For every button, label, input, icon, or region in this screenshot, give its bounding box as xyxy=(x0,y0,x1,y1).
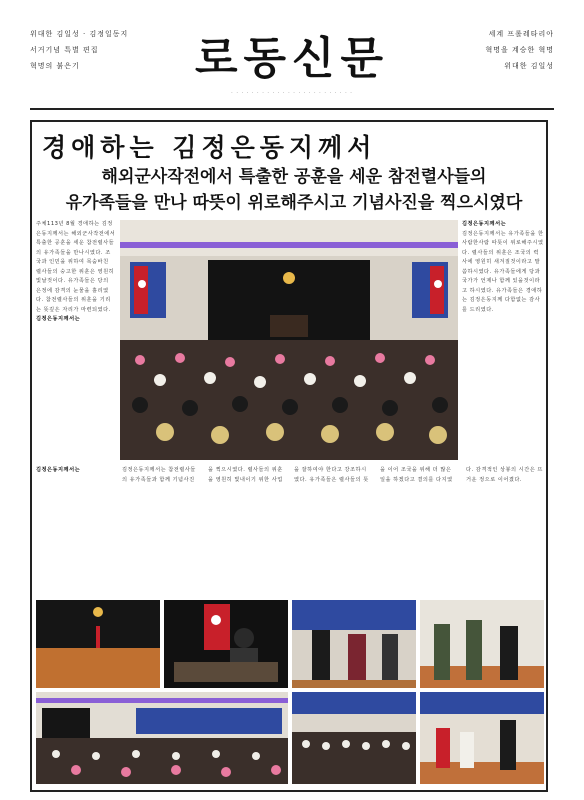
auditorium-illustration xyxy=(120,220,458,460)
masthead-strip: · · · · · · · · · · · · · · · · · · · · · · · · xyxy=(231,90,353,96)
article-body-right xyxy=(462,220,544,460)
article-body-left xyxy=(36,220,116,460)
photo-graphic xyxy=(420,692,544,784)
masthead-left-line: 서거기념 특별 편집 xyxy=(30,46,99,54)
masthead-left-line: 위대한 김일성 · 김정일동지 xyxy=(30,30,129,38)
photo-speech-podium xyxy=(164,600,288,688)
masthead-divider xyxy=(30,108,554,110)
masthead xyxy=(30,18,554,110)
photo-graphic xyxy=(420,600,544,688)
newspaper-title: 로동신문 xyxy=(194,33,389,84)
article-body-bottom xyxy=(36,466,544,594)
photo-greeting-officers xyxy=(420,600,544,688)
photo-graphic xyxy=(164,600,288,688)
photo-children-meeting xyxy=(420,692,544,784)
main-photo-auditorium xyxy=(120,220,458,460)
paragraph: 김정은동지께서는 참전렬사들의 유가족들과 함께 기념사진을 찍으시였다. 렬사들의 위훈을 영원히 빛내이기 위한 사업을 잘하여야 한다고 강조하시였다. 유가족들은 렬사들의 뜻을 이어 조국을 위해 더 많은 일을 하겠다고 결의를 다지였다. 감격적인 상봉의 시간은 뜨거운 정으로 이어졌다. xyxy=(122,467,543,483)
masthead-right-line: 세계 프롤레타리아 xyxy=(488,30,554,38)
photo-stage-ceremony xyxy=(36,600,160,688)
paragraph: 김정은동지께서는 유가족들을 한사람한사람 따뜻이 위로해주시였다. 렬사들의 위훈은 조국의 력사에 영원히 새겨질것이라고 말씀하시였다. 유가족들에게 당과 국가가 언제나 함께 있을것이라고 하시였다. 유가족들은 경애하는 김정은동지께 다함없는 감사를 드리였다. xyxy=(462,230,544,313)
photo-hall-audience xyxy=(36,692,288,784)
masthead-left-column xyxy=(30,26,148,74)
masthead-left-line: 혁명의 붉은기 xyxy=(30,62,80,70)
masthead-right-line: 위대한 김일성 xyxy=(504,62,554,70)
emphasis-name: 김정은동지께서는 xyxy=(36,467,81,473)
photo-graphic xyxy=(292,600,416,688)
photo-group-portrait xyxy=(292,692,416,784)
emphasis-name: 김정은동지께서는 xyxy=(36,316,81,322)
paragraph: 주체113년 8월 경애하는 김정은동지께서는 해외군사작전에서 특출한 공훈을 세운 참전렬사들의 유가족들을 만나시였다. 조국과 인민을 위하여 목숨바친 렬사들의 숭고한 위훈은 영원히 빛날것이다. 유가족들은 당의 은정에 감격의 눈물을 흘리였다. 참전렬사들의 위훈을 기리는 뜻깊은 자리가 마련되였다. xyxy=(36,221,116,313)
photo-meeting-families xyxy=(292,600,416,688)
emphasis-name: 김정은동지께서는 xyxy=(462,221,507,227)
photo-graphic xyxy=(292,692,416,784)
photo-graphic xyxy=(36,692,288,784)
article-headline: 경애하는 김정은동지께서 xyxy=(42,133,377,162)
photo-graphic xyxy=(36,600,160,688)
article-subheadline: 해외군사작전에서 특출한 공훈을 세운 참전렬사들의 xyxy=(101,167,487,187)
masthead-right-line: 혁명을 계승한 혁명 xyxy=(485,46,554,54)
masthead-right-column xyxy=(436,26,554,74)
article-subheadline: 유가족들을 만나 따뜻이 위로해주시고 기념사진을 찍으시였다 xyxy=(65,193,523,213)
